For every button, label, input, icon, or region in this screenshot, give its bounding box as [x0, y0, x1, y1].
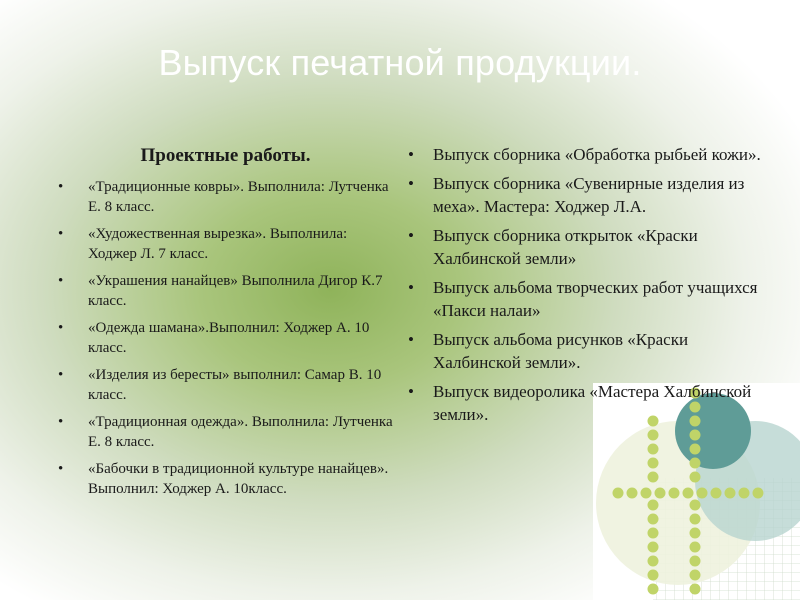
decor-dot: [648, 542, 659, 553]
publications-column: [408, 143, 768, 432]
bullet-icon: •: [408, 278, 414, 297]
bullet-icon: •: [58, 320, 64, 336]
decor-dot: [690, 528, 701, 539]
decor-dot: [753, 488, 764, 499]
list-item-text: Выпуск сборника «Сувенирные изделия из меха». Мастера: Ходжер Л.А.: [433, 174, 745, 216]
decor-dot: [648, 584, 659, 595]
list-item: [408, 224, 768, 270]
list-item: [58, 365, 393, 405]
list-item: [408, 328, 768, 374]
decor-dot: [655, 488, 666, 499]
decor-dot: [648, 528, 659, 539]
bullet-icon: •: [58, 179, 64, 195]
decor-dot: [725, 488, 736, 499]
decor-dot: [690, 556, 701, 567]
decor-dot: [627, 488, 638, 499]
decor-dot: [690, 584, 701, 595]
slide-title: Выпуск печатной продукции.: [158, 42, 642, 83]
bullet-icon: •: [408, 330, 414, 349]
list-item: [408, 380, 768, 426]
project-works-list: [58, 177, 393, 499]
list-item-text: «Бабочки в традиционной культуре нанайцев». Выполнил: Ходжер А. 10класс.: [88, 461, 389, 497]
decor-dot: [683, 488, 694, 499]
decor-dot: [648, 570, 659, 581]
bullet-icon: •: [58, 461, 64, 477]
list-item-text: «Изделия из бересты» выполнил: Самар В. 10 класс.: [88, 367, 382, 403]
bullet-icon: •: [58, 273, 64, 289]
bullet-icon: •: [408, 174, 414, 193]
list-item-text: «Художественная вырезка». Выполнила: Ходжер Л. 7 класс.: [88, 226, 348, 262]
decor-dot: [690, 500, 701, 511]
decor-dot: [613, 488, 624, 499]
decor-dot: [641, 488, 652, 499]
list-item: [408, 276, 768, 322]
list-item: [58, 224, 393, 264]
decor-dot: [648, 514, 659, 525]
decor-dot: [690, 444, 701, 455]
list-item: [58, 459, 393, 499]
decor-dot: [690, 472, 701, 483]
decor-dot: [739, 488, 750, 499]
decor-dot: [711, 488, 722, 499]
list-item: [58, 177, 393, 217]
list-item-text: «Традиционная одежда». Выполнила: Лутченка Е. 8 класс.: [88, 414, 393, 450]
list-item-text: Выпуск сборника «Обработка рыбьей кожи».: [433, 145, 761, 164]
decor-dot: [648, 556, 659, 567]
list-item-text: Выпуск альбома творческих работ учащихся «Пакси налаи»: [433, 278, 758, 320]
decor-dot: [690, 458, 701, 469]
bullet-icon: •: [408, 382, 414, 401]
bullet-icon: •: [58, 367, 64, 383]
list-item: [408, 143, 768, 166]
decor-dot: [669, 488, 680, 499]
decor-dot: [648, 458, 659, 469]
decor-dot: [690, 514, 701, 525]
list-item: [408, 172, 768, 218]
list-item: [58, 318, 393, 358]
list-item: [58, 271, 393, 311]
bullet-icon: •: [58, 226, 64, 242]
list-item-text: «Украшения нанайцев» Выполнила Дигор К.7 класс.: [88, 273, 383, 309]
bullet-icon: •: [408, 145, 414, 164]
list-item-text: «Традиционные ковры». Выполнила: Лутченка Е. 8 класс.: [88, 179, 389, 215]
project-works-column: [58, 145, 393, 506]
project-works-heading: Проектные работы.: [140, 145, 311, 166]
list-item-text: Выпуск альбома рисунков «Краски Халбинской земли».: [433, 330, 689, 372]
publications-list: [408, 143, 768, 426]
list-item: [58, 412, 393, 452]
list-item-text: «Одежда шамана».Выполнил: Ходжер А. 10 класс.: [88, 320, 370, 356]
decor-dot: [697, 488, 708, 499]
decor-dot: [648, 444, 659, 455]
bullet-icon: •: [408, 226, 414, 245]
decor-dot: [648, 500, 659, 511]
bullet-icon: •: [58, 414, 64, 430]
list-item-text: Выпуск сборника открыток «Краски Халбинской земли»: [433, 226, 698, 268]
list-item-text: Выпуск видеоролика «Мастера Халбинской земли».: [433, 382, 752, 424]
decor-dot: [648, 472, 659, 483]
decor-dot: [690, 542, 701, 553]
decor-dot: [690, 570, 701, 581]
